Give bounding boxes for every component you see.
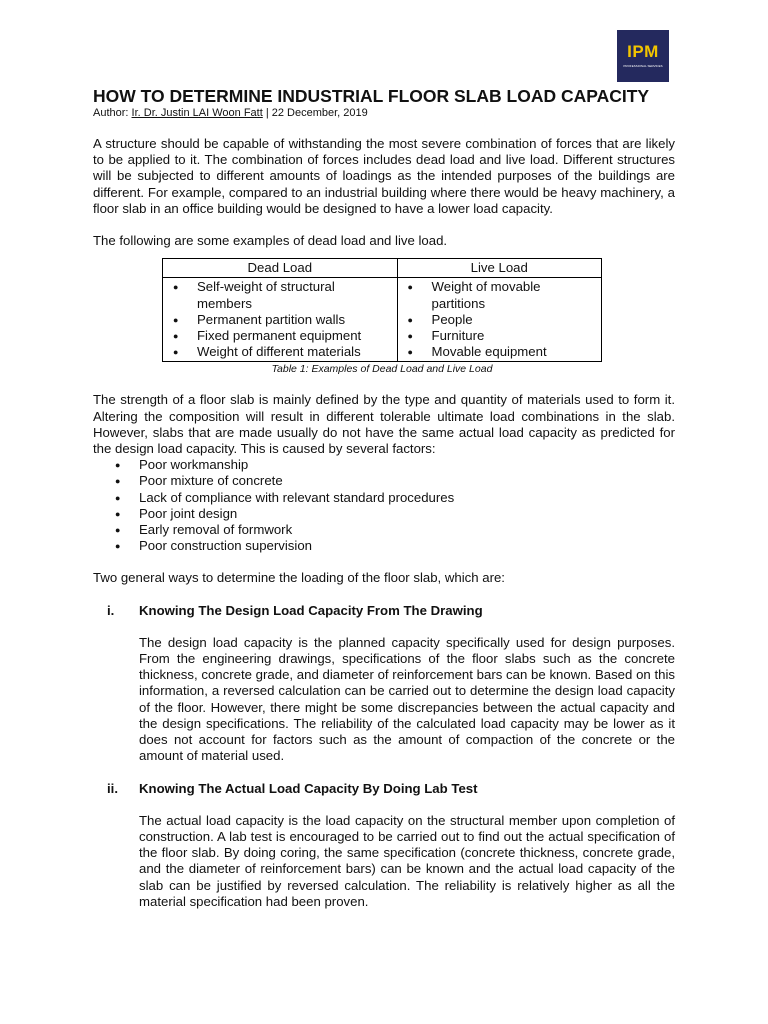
page-title: HOW TO DETERMINE INDUSTRIAL FLOOR SLAB LOAD CAPACITY — [93, 86, 650, 106]
factors-list — [93, 457, 675, 554]
list-item: ● Poor workmanship — [93, 457, 675, 473]
intro-paragraph: A structure should be capable of withstanding the most severe combination of forces that are likely to be applied to it. The combination of forces includes dead load and live load. Different structures will be subjected to different amounts of loadings as the intended purposes of the buildings are different. For example, compared to an industrial building where there would be heavy machinery, a floor slab in an office building would be designed to have a lower load capacity. — [93, 136, 675, 216]
list-item: ● Poor construction supervision — [93, 538, 675, 554]
list-item: ● Permanent partition walls — [167, 312, 393, 328]
section-body: The design load capacity is the planned capacity specifically used for design purposes. From the engineering drawings, specifications of the floor slabs such as the concrete thickness, concrete grade, and diameter of reinforcement bars can be known. Based on this information, a reversed calculation can be carried out to determine the design load capacity of the floor. However, there might be some discrepancies between the actual capacity and the design specifications. The reliability of the calculated load capacity may be lower as it does not account for factors such as the amount of compaction of the concrete or the amount of material used. — [139, 634, 675, 764]
section-heading — [93, 603, 675, 619]
table-caption: Table 1: Examples of Dead Load and Live Load — [271, 363, 493, 376]
section-number: i. — [107, 602, 115, 618]
list-item: ● Furniture — [402, 328, 597, 344]
section-heading — [93, 781, 675, 797]
section-title: Knowing The Design Load Capacity From The Drawing — [139, 602, 483, 618]
header-live-load: Live Load — [397, 259, 601, 278]
author-link[interactable]: Ir. Dr. Justin LAI Woon Fatt — [131, 107, 263, 119]
list-item: ● Movable equipment — [402, 344, 597, 360]
strength-paragraph: The strength of a floor slab is mainly defined by the type and quantity of materials used to form it. Altering the composition will result in different tolerable ultimate load combinations in the slab. However, slabs that are made usually do not have the same actual load capacity as predicted for the design load capacity. This is caused by several factors: — [93, 392, 675, 457]
list-item: ● Poor joint design — [93, 506, 675, 522]
load-table — [162, 258, 602, 362]
list-item: ● Self-weight of structural members — [167, 279, 393, 311]
section-body: The actual load capacity is the load capacity on the structural member upon completion of construction. A lab test is encouraged to be carried out to find out the actual specification of the floor slab. By doing coring, the same specification (concrete thickness, concrete grade, and the diameter of reinforcement bars) can be known and the actual load capacity of the slab can be justified by reversed calculation. The reliability is relatively higher as all the material specification had been proven. — [139, 812, 675, 909]
logo-text: IPM — [627, 42, 659, 61]
list-item: ● Lack of compliance with relevant standard procedures — [93, 490, 675, 506]
header-dead-load: Dead Load — [163, 259, 398, 278]
list-item: ● People — [402, 312, 597, 328]
logo-subtitle: PROFESSIONAL SERVICES — [623, 64, 663, 68]
section-number: ii. — [107, 780, 118, 796]
list-item: ● Weight of different materials — [167, 344, 393, 360]
date: | 22 December, 2019 — [265, 107, 368, 119]
list-item: ● Early removal of formwork — [93, 522, 675, 538]
ways-intro: Two general ways to determine the loading of the floor slab, which are: — [93, 570, 505, 586]
examples-intro: The following are some examples of dead load and live load. — [93, 233, 448, 249]
list-item: ● Poor mixture of concrete — [93, 473, 675, 489]
list-item: ● Weight of movable partitions — [402, 279, 597, 311]
section-title: Knowing The Actual Load Capacity By Doing Lab Test — [139, 780, 478, 796]
ipm-logo — [617, 30, 669, 82]
list-item: ● Fixed permanent equipment — [167, 328, 393, 344]
author-label: Author: — [93, 107, 129, 119]
author-line — [93, 106, 675, 120]
